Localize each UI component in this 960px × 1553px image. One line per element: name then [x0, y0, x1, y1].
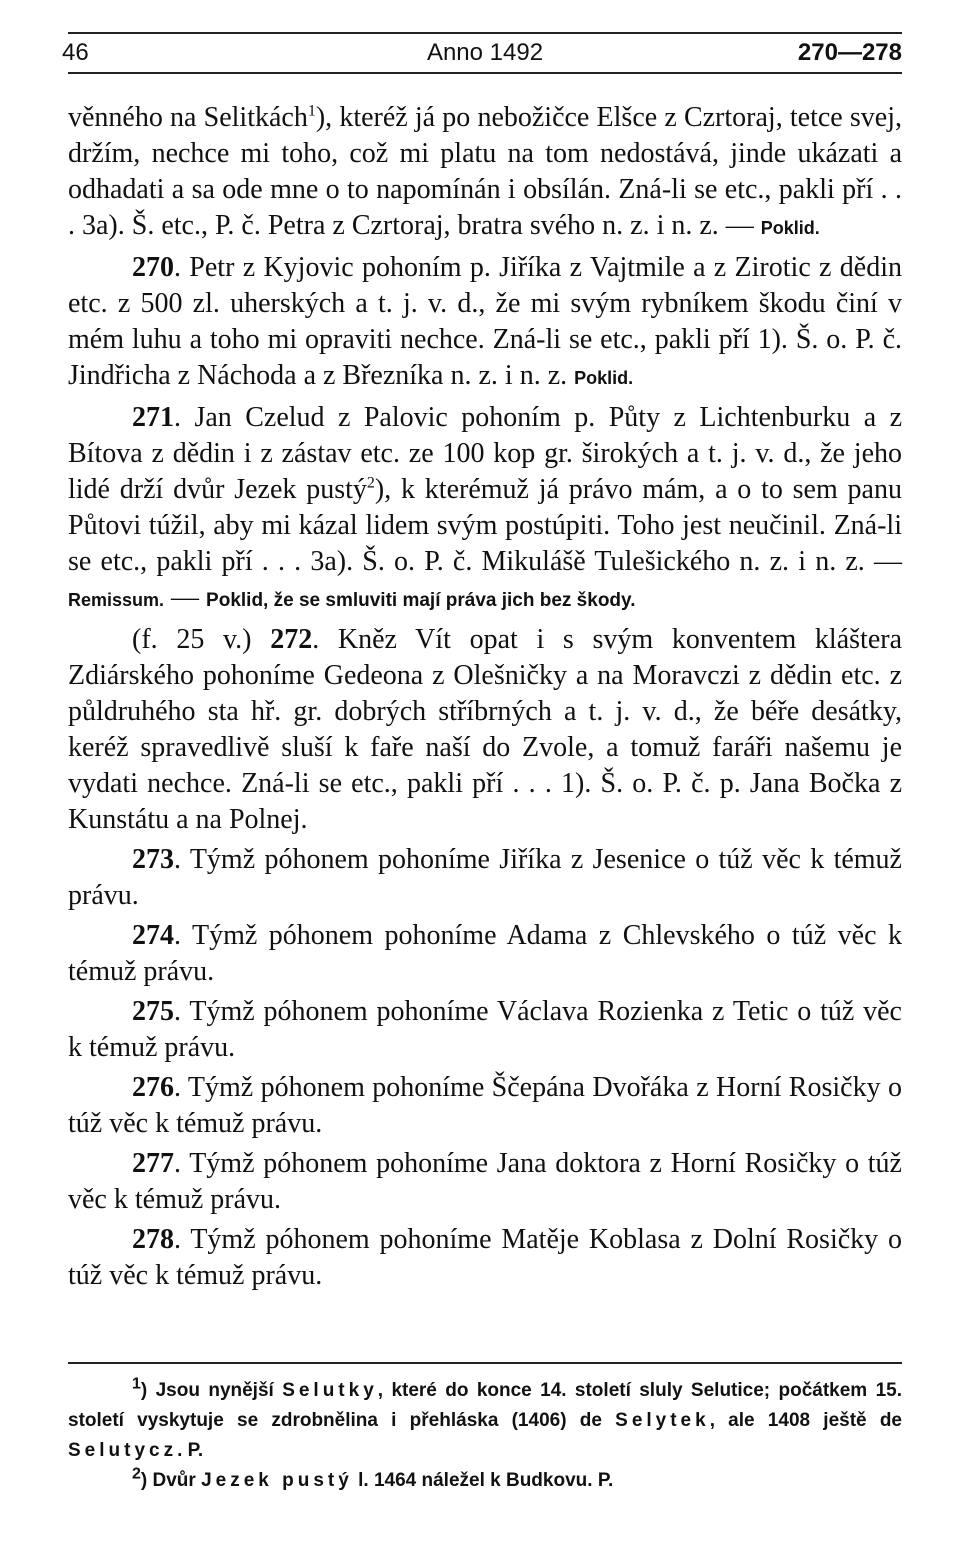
entry-270 — [68, 250, 902, 396]
footnote-text: , které do konce 14. století sluly Selutice; počátkem 15. století vyskytuje se zdrobnělina i přehláska (1406) de — [68, 1380, 902, 1431]
header-year: Anno 1492 — [426, 39, 544, 66]
entry-number: 271 — [132, 402, 174, 433]
editorial-note: Poklid. — [760, 218, 820, 238]
main-text — [68, 100, 902, 1298]
entry-272 — [68, 622, 902, 838]
running-header — [62, 32, 902, 74]
entry-number: 274 — [132, 920, 174, 951]
footnote-text: l. 1464 náležel k Budkovu. P. — [352, 1470, 614, 1491]
entry-number: 276 — [132, 1072, 174, 1103]
dash: — — [164, 582, 207, 613]
entry-number: 273 — [132, 844, 174, 875]
entry-text: . Týmž póhonem pohoníme Matěje Koblasa z Dolní Rosičky o túž věc k témuž právu. — [68, 1224, 902, 1291]
footnote-spaced-name: Selytek — [615, 1410, 710, 1431]
entry-text: . Týmž póhonem pohoníme Jana doktora z Horní Rosičky o túž věc k témuž právu. — [68, 1148, 902, 1215]
entry-text: ), k kterémuž já právo mám, a o to sem panu Půtovi túžil, aby mi kázal lidem svým postúpiti. Toho jest neučinil. Zná-li se etc., pakli pří . . . 3a). Š. o. P. č. Mikulášě Tulešického n. z. i n. z. — — [68, 474, 902, 577]
entry-number: 272 — [270, 624, 313, 655]
footnote-text: , ale 1408 ještě de — [709, 1410, 902, 1431]
header-entry-range: 270—278 — [797, 39, 902, 66]
entry-text: . Týmž póhonem pohoníme Jiříka z Jesenice o túž věc k témuž právu. — [68, 844, 902, 911]
footnote-mark: 1 — [132, 1375, 141, 1393]
entry-text: . Kněz Vít opat i s svým konventem kláštera Zdiárského pohoníme Gedeona z Olešničky a na Moravczi z dědin etc. z půldruhého sta hř. gr. dobrých stříbrných a t. j. v. d., že béře desátky, keréž spravedlivě sluší k faře naší do Zvole, a tomuž faráři našemu je vydati nechce. Zná-li se etc., pakli pří . . . 1). Š. o. P. č. p. Jana Bočka z Kunstátu a na Polnej. — [68, 624, 902, 835]
entry-number: 277 — [132, 1148, 174, 1179]
paragraph-continuation — [68, 100, 902, 246]
editorial-note: Poklid. — [574, 368, 634, 388]
editorial-note: Remissum. — [68, 590, 165, 610]
footnotes — [68, 1376, 902, 1496]
footnote-divider — [68, 1362, 902, 1364]
folio-marker: (f. 25 v.) — [132, 624, 271, 655]
entry-277 — [68, 1146, 902, 1218]
entry-278 — [68, 1222, 902, 1294]
entry-text: . Týmž póhonem pohoníme Ščepána Dvořáka z Horní Rosičky o túž věc k témuž právu. — [68, 1072, 902, 1139]
entry-text: . Týmž póhonem pohoníme Václava Rozienka z Tetic o túž věc k témuž právu. — [68, 996, 902, 1063]
footnote-mark: 2 — [132, 1465, 141, 1483]
paragraph-text: ), kteréž já po nebožičce Elšce z Czrtoraj, tetce svej, držím, nechce mi toho, což mi platu na tom nedostává, jinde ukázati a odhadati a sa ode mne o to napomínán i obsílán. Zná-li se etc., pakli pří . . . 3a). Š. etc., P. č. Petra z Czrtoraj, bratra svého n. z. i n. z. — — [68, 102, 902, 241]
entry-text: . Petr z Kyjovic pohoním p. Jiříka z Vajtmile a z Zirotic z dědin etc. z 500 zl. uherských a t. j. v. d., že mi svým rybníkem škodu činí v mém luhu a toho mi opraviti nechce. Zná-li se etc., pakli pří 1). Š. o. P. č. Jindřicha z Náchoda a z Březníka n. z. i n. z. — [68, 252, 902, 391]
entry-number: 278 — [132, 1224, 174, 1255]
footnote-spaced-name: Selutky — [282, 1380, 378, 1401]
entry-number: 275 — [132, 996, 174, 1027]
entry-275 — [68, 994, 902, 1066]
entry-number: 270 — [132, 252, 174, 283]
footnote-ref: 2 — [366, 474, 375, 492]
footnote-spaced-name: Selutycz — [68, 1440, 178, 1461]
entry-273 — [68, 842, 902, 914]
footnote-text: ) Jsou nynější — [140, 1380, 283, 1401]
entry-271 — [68, 400, 902, 618]
entry-274 — [68, 918, 902, 990]
footnote-spaced-name: Jezek pustý — [201, 1470, 353, 1491]
entry-text: . Jan Czelud z Palovic pohoním p. Půty z Lichtenburku a z Bítova z dědin i z zástav etc. ze 100 kop gr. širokých a t. j. v. d., že jeho lidé drží dvůr Jezek pustý — [68, 402, 902, 505]
paragraph-text: věnného na Selitkách — [68, 102, 308, 133]
footnote-ref: 1 — [307, 102, 316, 120]
page-number: 46 — [62, 39, 89, 66]
editorial-note: Poklid, že se smluviti mají práva jich bez škody. — [206, 590, 636, 611]
footnote-1 — [68, 1376, 902, 1466]
footnote-2 — [68, 1466, 902, 1496]
entry-276 — [68, 1070, 902, 1142]
footnote-text: . P. — [177, 1440, 204, 1461]
entry-text: . Týmž póhonem pohoníme Adama z Chlevského o túž věc k témuž právu. — [68, 920, 902, 987]
footnote-text: ) Dvůr — [140, 1470, 202, 1491]
